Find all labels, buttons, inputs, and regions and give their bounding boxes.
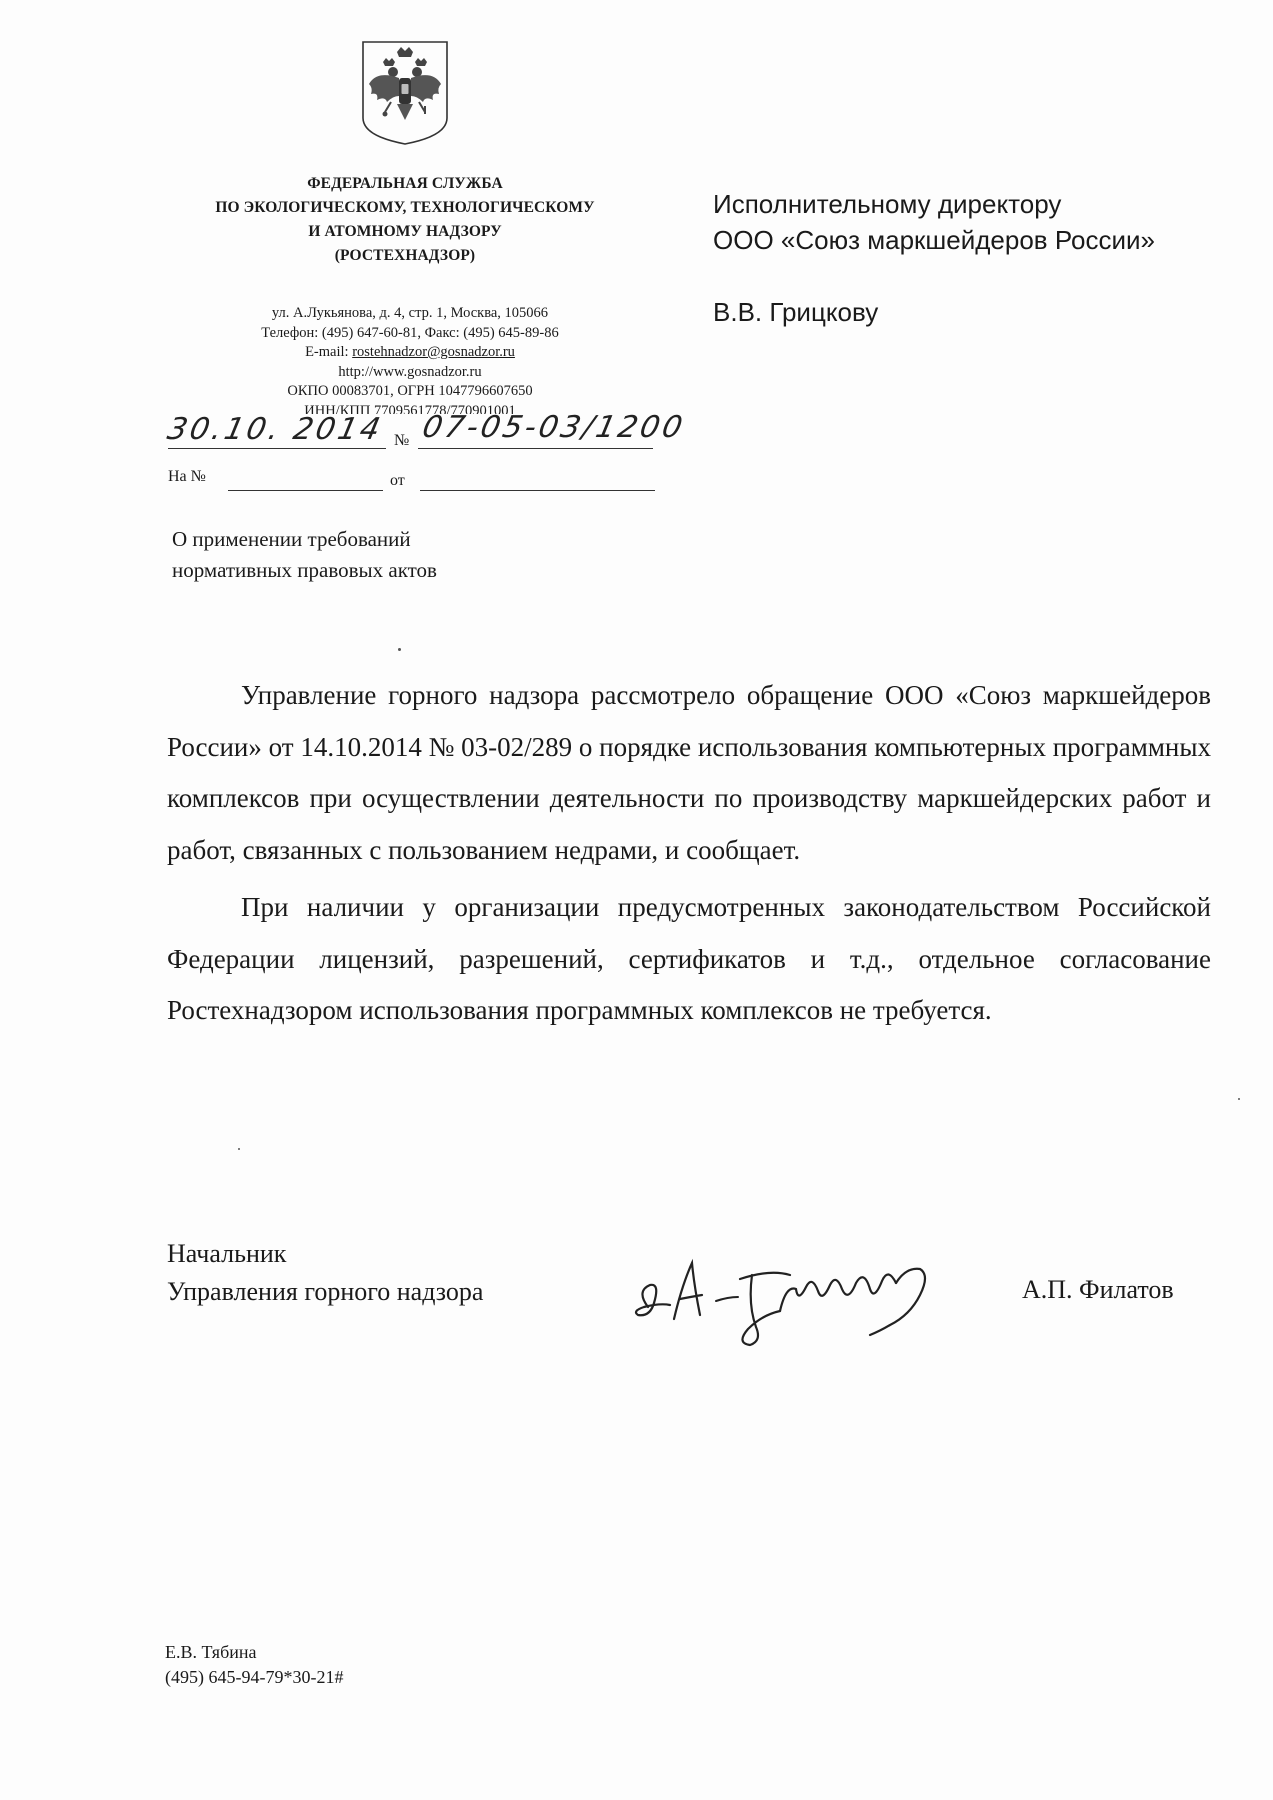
addressee-organization: ООО «Союз маркшейдеров России»: [713, 225, 1155, 255]
handwritten-date: 30.10. 2014: [164, 412, 387, 447]
addressee-block: [713, 186, 1155, 330]
letter-subject: [172, 524, 437, 586]
email-label: E-mail:: [305, 344, 353, 360]
website-link[interactable]: http://www.gosnadzor.ru: [338, 363, 482, 380]
agency-line: ФЕДЕРАЛЬНАЯ СЛУЖБА: [307, 175, 503, 192]
signatory-name: А.П. Филатов: [1022, 1275, 1174, 1304]
addressee-person: В.В. Грицкову: [713, 297, 879, 327]
signatory-title-line: Начальник: [167, 1239, 287, 1268]
address: ул. А.Лукьянова, д. 4, стр. 1, Москва, 105066: [271, 305, 549, 321]
signatory-title-line: Управления горного надзора: [167, 1277, 484, 1306]
reply-date-label: от: [390, 472, 405, 489]
body-paragraph: Управление горного надзора рассмотрело обращение ООО «Союз маркшейдеров России» от 14.10.2014 № 03-02/289 о порядке использования компьютерных программных комплексов при осуществлении деятельности по производству маркшейдерских работ и работ, связанных с пользованием недрами, и сообщает.: [167, 680, 1211, 865]
number-label: №: [394, 432, 410, 449]
reply-date-underline: [420, 490, 655, 491]
scan-speck: [238, 1148, 240, 1150]
reply-number-label: На №: [168, 468, 206, 485]
date-underline: [168, 448, 386, 449]
reply-number-underline: [228, 490, 383, 491]
handwritten-number: 07-05-03/1200: [419, 410, 689, 445]
number-underline: [418, 448, 653, 449]
agency-line: ПО ЭКОЛОГИЧЕСКОМУ, ТЕХНОЛОГИЧЕСКОМУ: [215, 199, 595, 216]
addressee-position: Исполнительному директору: [713, 189, 1062, 219]
agency-line: И АТОМНОМУ НАДЗОРУ: [308, 223, 502, 240]
agency-name: [170, 172, 640, 268]
agency-line: (РОСТЕХНАДЗОР): [334, 247, 476, 264]
inn-kpp: ИНН/КПП 7709561778/770901001: [304, 402, 516, 414]
subject-line: О применении требований: [172, 527, 411, 551]
russian-coat-of-arms-icon: [361, 40, 449, 146]
scan-speck: [1238, 1098, 1240, 1100]
handwritten-signature: [630, 1245, 1000, 1355]
signatory-title: [167, 1235, 483, 1311]
executor-name: Е.В. Тябина: [165, 1642, 257, 1662]
letter-body: [167, 670, 1211, 1037]
subject-line: нормативных правовых актов: [172, 558, 437, 582]
agency-contacts: [200, 304, 620, 414]
email-line: [200, 343, 620, 363]
registry-codes: ОКПО 00083701, ОГРН 1047796607650: [287, 383, 533, 399]
executor-block: [165, 1640, 343, 1690]
phone-fax: Телефон: (495) 647-60-81, Факс: (495) 645-89-86: [261, 324, 559, 341]
registration-block: [164, 410, 689, 510]
email-link[interactable]: rostehnadzor@gosnadzor.ru: [352, 344, 515, 360]
body-paragraph: При наличии у организации предусмотренных законодательством Российской Федерации лицензий, разрешений, сертификатов и т.д., отдельное согласование Ростехнадзором использования программных комплексов не требуется.: [167, 892, 1211, 1025]
scan-speck: [398, 648, 401, 651]
executor-phone: (495) 645-94-79*30-21#: [165, 1667, 344, 1687]
